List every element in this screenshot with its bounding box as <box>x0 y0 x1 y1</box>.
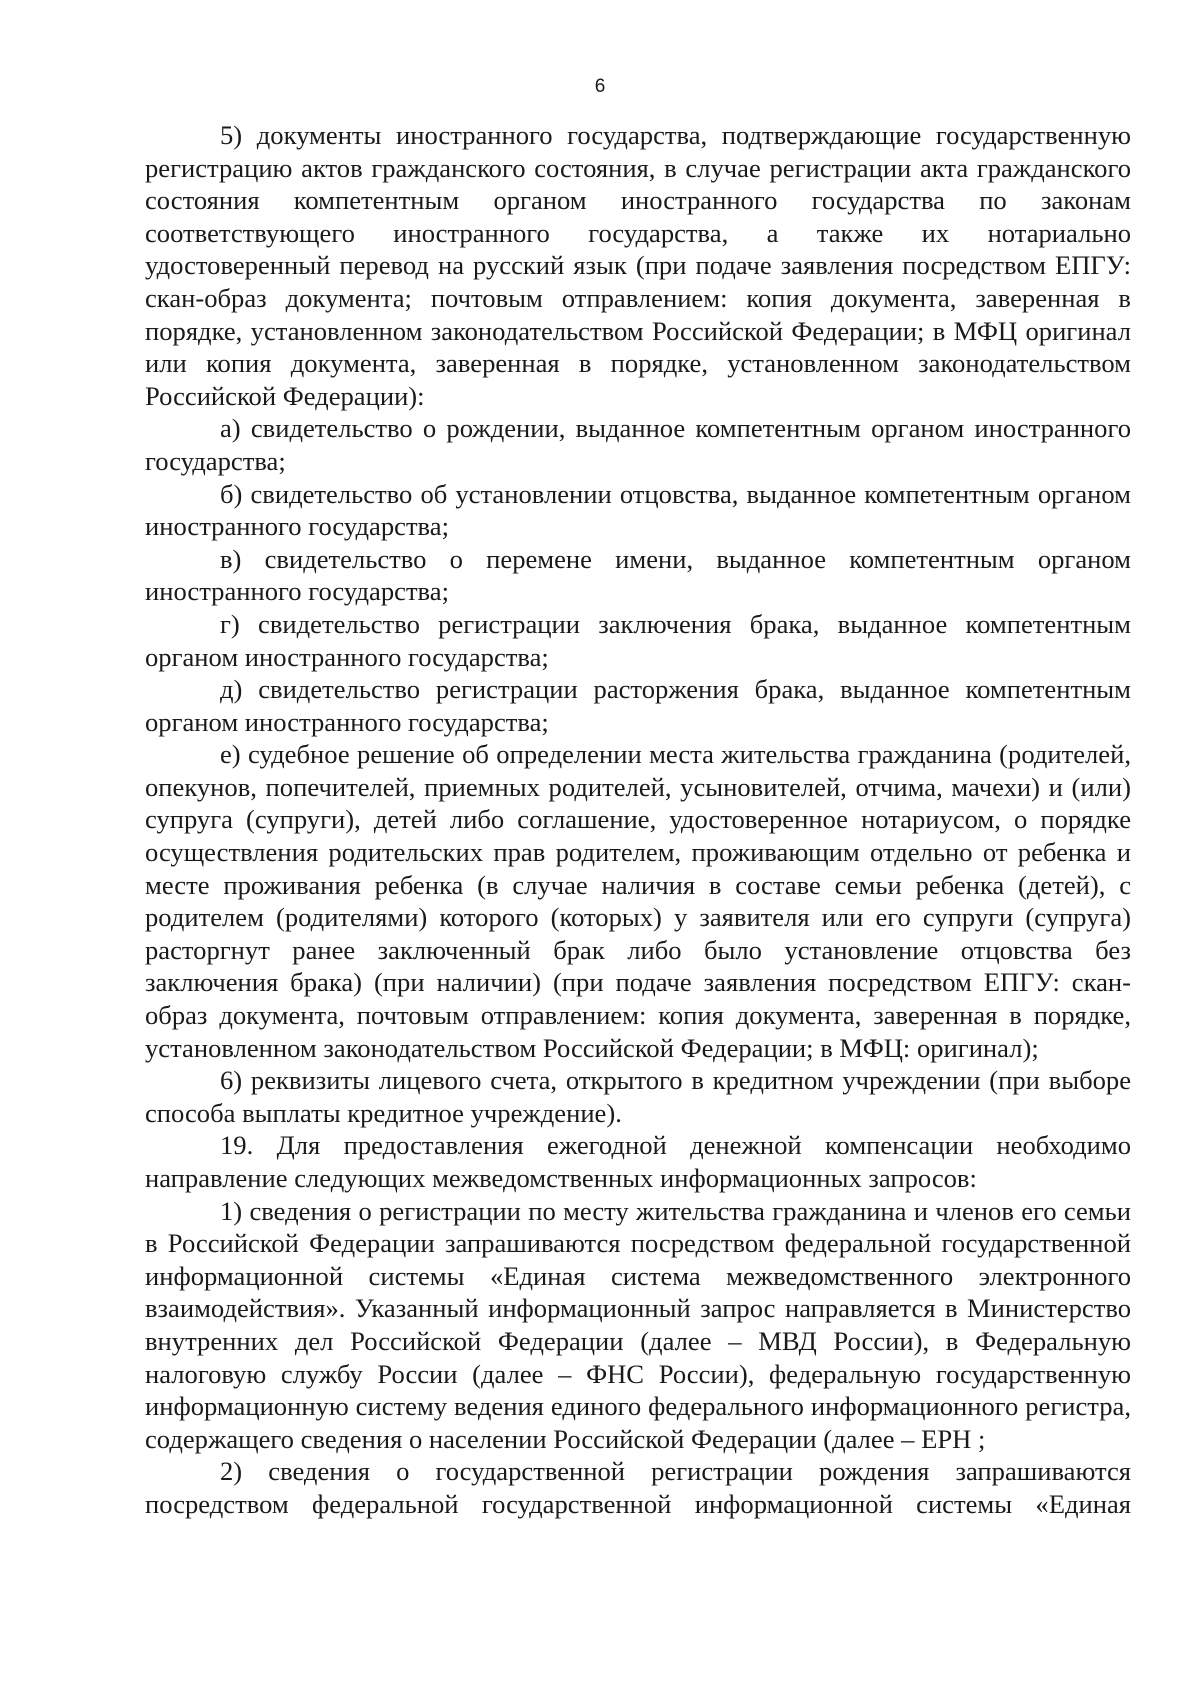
paragraph-request-2-birth-registration: 2) сведения о государственной регистрации рождения запрашиваются посредством федеральной государственной информационной системы «Единая <box>145 1456 1131 1519</box>
paragraph-subitem-v-name-change-certificate: в) свидетельство о перемене имени, выданное компетентным органом иностранного государства; <box>145 543 1131 607</box>
paragraph-item-5-foreign-documents: 5) документы иностранного государства, подтверждающие государственную регистрацию актов гражданского состояния, в случае регистрации акта гражданского состояния компетентным органом иностранного государства по законам соответствующего иностранного государства, а также их нотариально удостоверенный перевод на русский язык (при подаче заявления посредством ЕПГУ: скан-образ документа; почтовым отправлением: копия документа, заверенная в порядке, установленном законодательством Российской Федерации; в МФЦ оригинал или копия документа, заверенная в порядке, установленном законодательством Российской Федерации): <box>145 120 1131 411</box>
paragraph-subitem-g-marriage-certificate: г) свидетельство регистрации заключения брака, выданное компетентным органом иностранного государства; <box>145 608 1131 672</box>
paragraph-subitem-b-paternity-certificate: б) свидетельство об установлении отцовства, выданное компетентным органом иностранного государства; <box>145 478 1131 542</box>
paragraph-subitem-d-divorce-certificate: д) свидетельство регистрации расторжения брака, выданное компетентным органом иностранного государства; <box>145 674 1131 737</box>
paragraph-request-1-residence-registration: 1) сведения о регистрации по месту жительства гражданина и членов его семьи в Российской Федерации запрашиваются посредством федеральной государственной информационной системы «Единая система межведомственного электронного взаимодействия». Указанный информационный запрос направляется в Министерство внутренних дел Российской Федерации (далее – МВД России), в Федеральную налоговую службу России (далее – ФНС России), федеральную государственную информационную систему ведения единого федерального информационного регистра, содержащего сведения о населении Российской Федерации (далее – ЕРН ; <box>145 1195 1131 1454</box>
document-body <box>145 119 1131 1521</box>
paragraph-item-6-bank-details: 6) реквизиты лицевого счета, открытого в кредитном учреждении (при выборе способа выплаты кредитное учреждение). <box>145 1065 1131 1128</box>
paragraph-subitem-e-court-decision: е) судебное решение об определении места жительства гражданина (родителей, опекунов, попечителей, приемных родителей, усыновителей, отчима, мачехи) и (или) супруга (супруги), детей либо соглашение, удостоверенное нотариусом, о порядке осуществления родительских прав родителем, проживающим отдельно от ребенка и месте проживания ребенка (в случае наличия в составе семьи ребенка (детей), с родителем (родителями) которого (которых) у заявителя или его супруги (супруга) расторгнут ранее заключенный брак либо было установление отцовства без заключения брака) (при наличии) (при подаче заявления посредством ЕПГУ: скан-образ документа, почтовым отправлением: копия документа, заверенная в порядке, установленном законодательством Российской Федерации; в МФЦ: оригинал); <box>145 739 1131 1063</box>
paragraph-subitem-a-birth-certificate: а) свидетельство о рождении, выданное компетентным органом иностранного государства; <box>145 413 1131 476</box>
page-number: 6 <box>594 76 606 97</box>
paragraph-section-19-requests: 19. Для предоставления ежегодной денежной компенсации необходимо направление следующих межведомственных информационных запросов: <box>145 1130 1131 1193</box>
